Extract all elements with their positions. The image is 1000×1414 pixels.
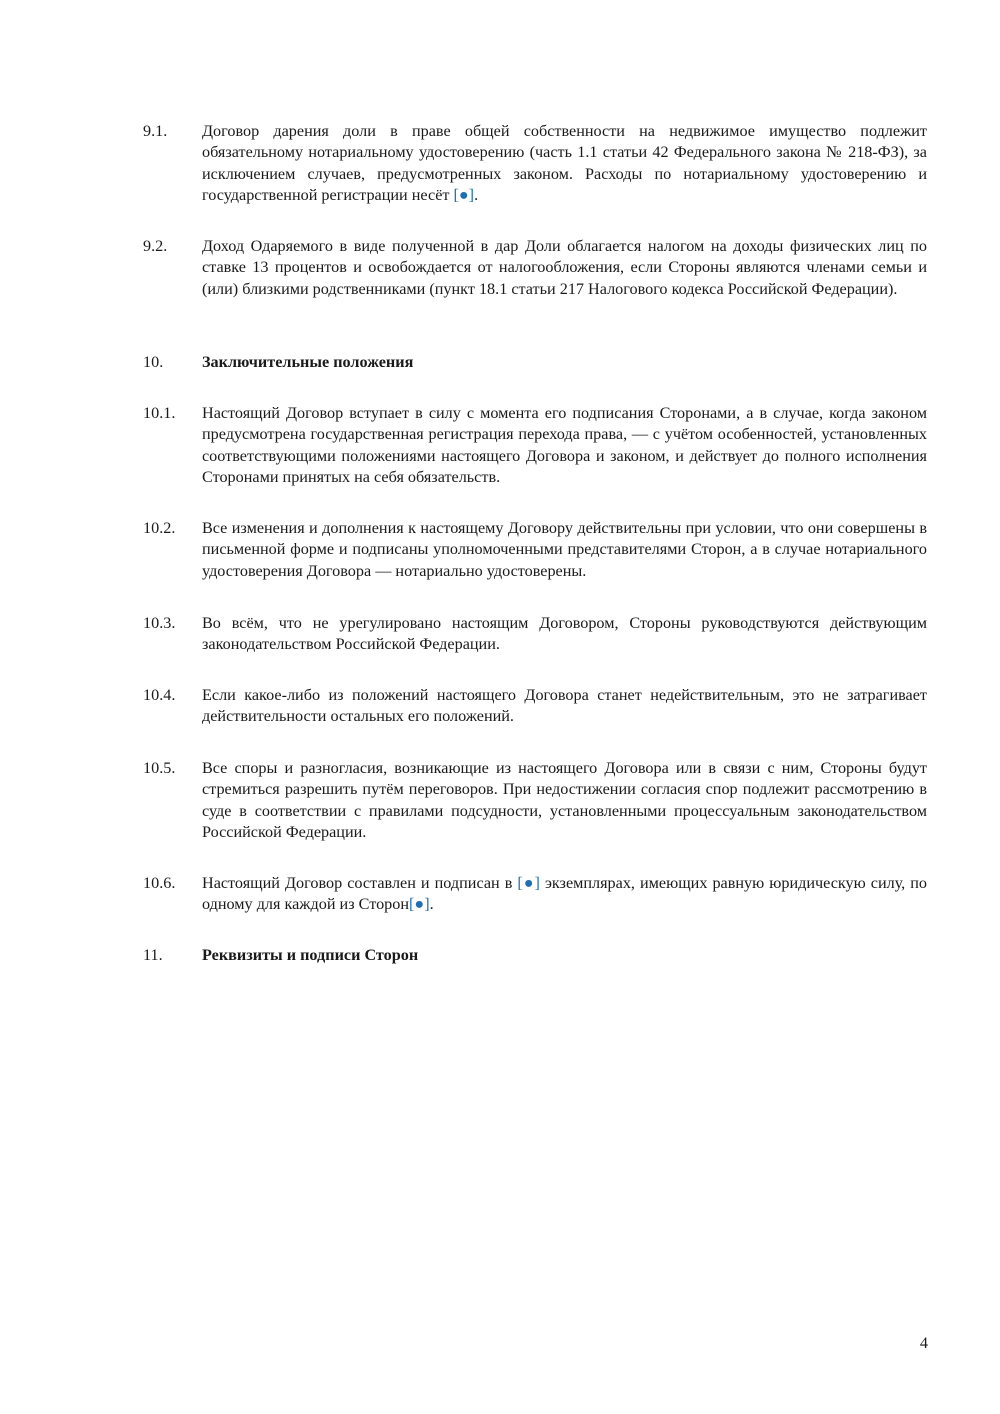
section-number: 11. (143, 946, 163, 964)
section-heading-11 (143, 945, 927, 966)
section-number: 10. (143, 353, 164, 371)
clause-text: Доход Одаряемого в виде полученной в дар Доли облагается налогом на доходы физических лиц по ставке 13 процентов и освобождается от налогообложения, если Стороны являются членами семьи и (или) близкими родственниками (пункт 18.1 статьи 217 Налогового кодекса Российской Федерации). (202, 237, 927, 298)
clause-text: Во всём, что не урегулировано настоящим Договором, Стороны руководствуются действующим законодательством Российской Федерации. (202, 614, 927, 654)
clause-10-1 (143, 403, 927, 488)
page-number: 4 (919, 1334, 928, 1352)
clause-number: 10.1. (143, 404, 176, 422)
clause-number: 9.1. (143, 122, 168, 140)
clause-9-1 (143, 121, 927, 206)
clause-text: Все споры и разногласия, возникающие из настоящего Договора или в связи с ним, Стороны будут стремиться разрешить путём переговоров. При недостижении согласия спор подлежит рассмотрению в суде в соответствии с правилами подсудности, установленными процессуальным законодательством Российской Федерации. (202, 759, 927, 841)
placeholder-marker: [●] (453, 185, 475, 204)
clause-text: Все изменения и дополнения к настоящему Договору действительны при условии, что они совершены в письменной форме и подписаны уполномоченными представителями Сторон, а в случае нотариального удостоверения Договора — нотариально удостоверены. (202, 519, 927, 580)
clause-10-6 (143, 873, 927, 916)
clause-text: Если какое-либо из положений настоящего Договора станет недействительным, это не затрагивает действительности остальных его положений. (202, 686, 927, 726)
clause-number: 10.5. (143, 759, 176, 777)
section-heading-10 (143, 352, 927, 373)
clause-number: 10.3. (143, 614, 176, 632)
clause-10-3 (143, 613, 927, 656)
clause-9-2 (143, 236, 927, 300)
clause-number: 9.2. (143, 237, 168, 255)
clause-text: Настоящий Договор вступает в силу с момента его подписания Сторонами, а в случае, когда законом предусмотрена государственная регистрация перехода права, — с учётом особенностей, установленных соответствующими положениями настоящего Договора и законом, и действует до полного исполнения Сторонами принятых на себя обязательств. (202, 404, 927, 486)
clause-number: 10.4. (143, 686, 176, 704)
placeholder-marker: [●] (409, 895, 430, 914)
clause-10-5 (143, 758, 927, 843)
clause-10-2 (143, 518, 927, 582)
placeholder-marker: [●] (517, 874, 540, 892)
clause-number: 10.2. (143, 519, 176, 537)
clause-number: 10.6. (143, 874, 176, 892)
clause-text: Настоящий Договор составлен и подписан в [●] экземплярах, имеющих равную юридическую силу, по одному для каждой из Сторон[●]. (202, 874, 927, 914)
section-title: Реквизиты и подписи Сторон (202, 946, 419, 964)
clause-text: Договор дарения доли в праве общей собственности на недвижимое имущество подлежит обязательному нотариальному удостоверению (часть 1.1 статьи 42 Федерального закона № 218-ФЗ), за исключением случаев, предусмотренных законом. Расходы по нотариальному удостоверению и государственной регистрации несёт [●]. (202, 122, 927, 204)
section-title: Заключительные положения (202, 353, 414, 371)
clause-10-4 (143, 685, 927, 728)
